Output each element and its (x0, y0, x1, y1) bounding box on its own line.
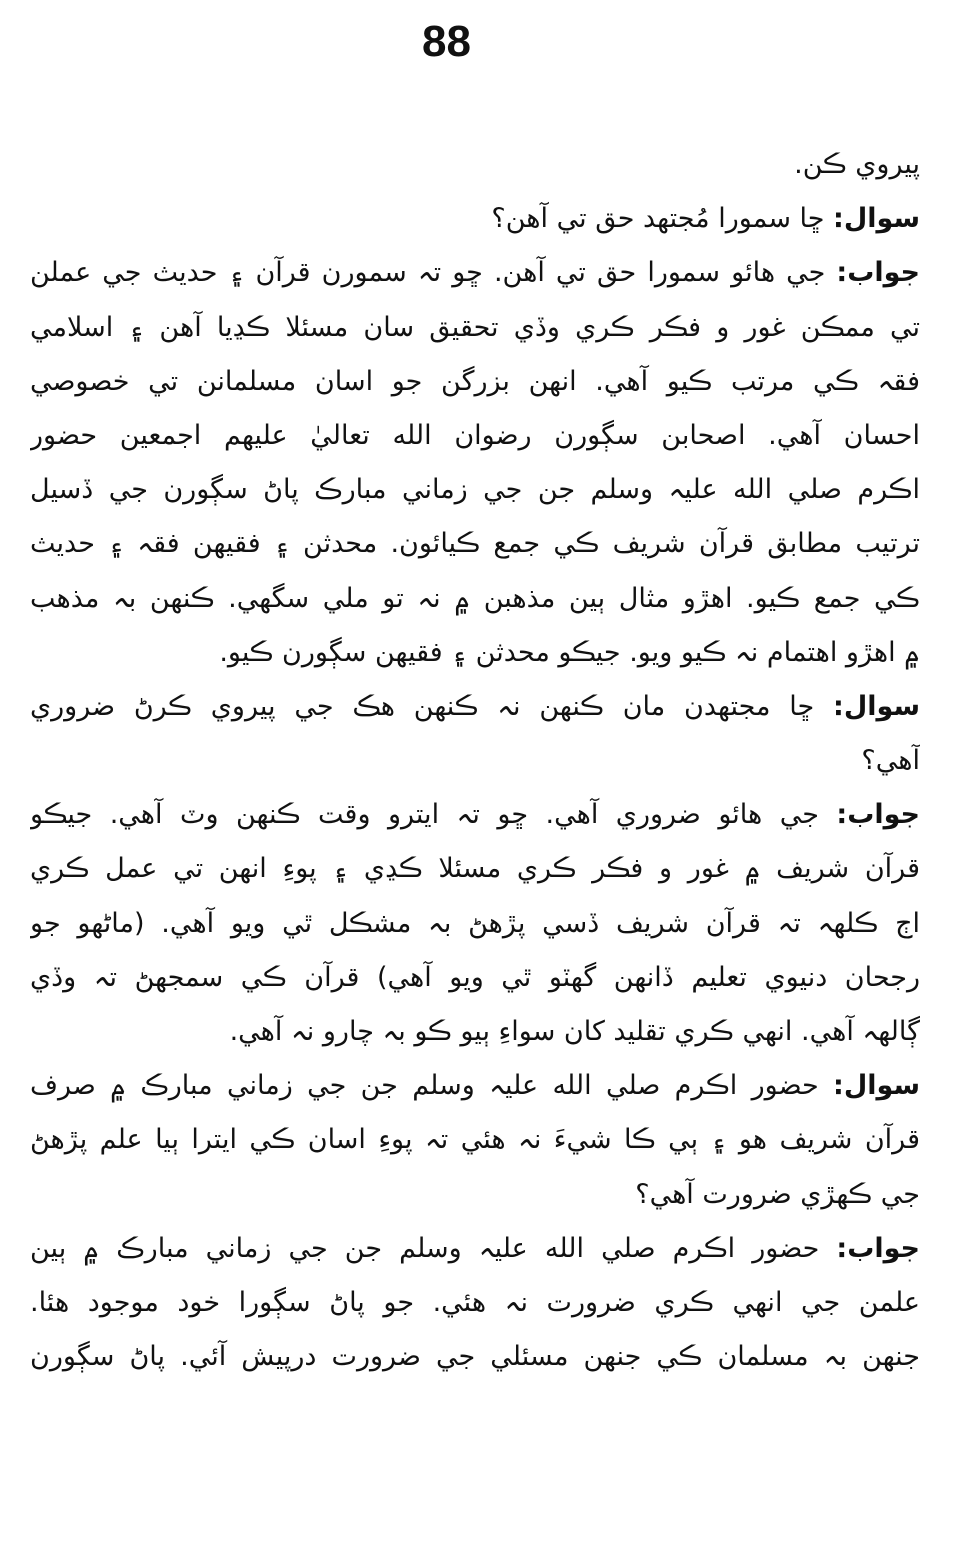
line-text: رجحان دنيوي تعليم ڏانهن گهٽو ٿي ويو آهي) قرآن ڪي سمجهڻ تہ وڏي (30, 961, 920, 993)
text-line (30, 463, 920, 517)
text-line (30, 1168, 920, 1222)
text-line (30, 1276, 920, 1330)
text-line (30, 951, 920, 1005)
text-line (30, 1113, 920, 1167)
line-text: حضور اڪرم صلي الله عليہ وسلم جن جي زماني مبارڪ ۾ ٻين (30, 1232, 837, 1264)
line-text: قرآن شريف ۾ غور و فڪر ڪري مسئلا ڪڍي ۽ پوءِ انهن تي عمل ڪري (30, 853, 920, 885)
line-text: ڇا سمورا مُجتهد حق تي آهن؟ (491, 203, 834, 235)
text-line (30, 788, 920, 842)
text-line (30, 1005, 920, 1059)
line-text: جي هائو ضروري آهي. ڇو تہ ايترو وقت ڪنهن وٽ آهي. جيڪو (30, 799, 837, 831)
line-text: قرآن شريف هو ۽ ٻي ڪا شيءَ نہ هئي تہ پوءِ اسان ڪي ايترا ٻيا علم پڙهڻ (30, 1124, 920, 1156)
text-line (30, 572, 920, 626)
line-text: جنهن بہ مسلمان ڪي جنهن مسئلي جي ضرورت درپيش آئي. پاڻ سڳورن (30, 1341, 920, 1373)
question-label: سوال: (833, 203, 920, 235)
line-text: علمن جي انهي ڪري ضرورت نہ هئي. جو پاڻ سڳورا خود موجود هئا. (30, 1286, 920, 1318)
line-text: تي ممڪن غور و فڪر ڪري وڏي تحقيق سان مسئلا ڪڍيا آهن ۽ اسلامي (30, 311, 920, 343)
text-line (30, 138, 920, 192)
text-line (30, 897, 920, 951)
line-text: ڇا مجتهدن مان ڪنهن نہ ڪنهن هڪ جي پيروي ڪرڻ ضروري (30, 690, 834, 722)
text-line (30, 680, 920, 734)
text-line (30, 355, 920, 409)
line-text: فقہ ڪي مرتب ڪيو آهي. انهن بزرگن جو اسان مسلمانن تي خصوصي (30, 365, 920, 397)
text-line (30, 734, 920, 788)
text-line (30, 842, 920, 896)
question-label: سوال: (833, 1070, 920, 1102)
text-line (30, 301, 920, 355)
line-text: جي هائو سمورا حق تي آهن. ڇو تہ سمورن قرآن ۽ حديث جي عملن (30, 257, 837, 289)
line-text: ڪي جمع ڪيو. اهڙو مثال ٻين مذهبن ۾ نہ تو ملي سگهي. ڪنهن بہ مذهب (30, 582, 920, 614)
text-line (30, 1222, 920, 1276)
question-label: سوال: (833, 690, 920, 722)
line-text: ڳالهہ آهي. انهي ڪري تقليد کان سواءِ ٻيو ڪو بہ چارو نہ آهي. (229, 1016, 920, 1047)
line-text: اڄ ڪلهہ تہ قرآن شريف ڏسي پڙهڻ بہ مشڪل ٿي ويو آهي. (ماڻهو جو (30, 907, 920, 939)
line-text: آهي؟ (861, 745, 920, 777)
line-text: حضور اڪرم صلي الله عليہ وسلم جن جي زماني مبارڪ ۾ صرف (30, 1070, 834, 1102)
line-text: احسان آهي. اصحابن سڳورن رضوان الله تعاليٰ عليهم اجمعين حضور (30, 419, 920, 451)
text-line (30, 192, 920, 246)
answer-label: جواب: (836, 257, 920, 289)
line-text: پيروي ڪن. (794, 149, 920, 180)
body-text (30, 138, 920, 1384)
text-line (30, 517, 920, 571)
answer-label: جواب: (836, 1232, 920, 1264)
text-line (30, 1330, 920, 1384)
line-text: ۾ اهڙو اهتمام نہ ڪيو ويو. جيڪو محدثن ۽ فقيهن سڳورن ڪيو. (219, 636, 920, 668)
text-line (30, 409, 920, 463)
text-line (30, 626, 920, 680)
line-text: اڪرم صلي الله عليہ وسلم جن جي زماني مبارڪ پاڻ سڳورن جي ڏسيل (30, 474, 920, 506)
page-number: 88 (422, 17, 471, 66)
line-text: جي ڪهڙي ضرورت آهي؟ (635, 1178, 920, 1210)
text-line (30, 246, 920, 300)
answer-label: جواب: (836, 799, 920, 831)
text-line (30, 1059, 920, 1113)
line-text: ترتيب مطابق قرآن شريف ڪي جمع ڪيائون. محدثن ۽ فقيهن فقہ ۽ حديث (30, 528, 920, 560)
